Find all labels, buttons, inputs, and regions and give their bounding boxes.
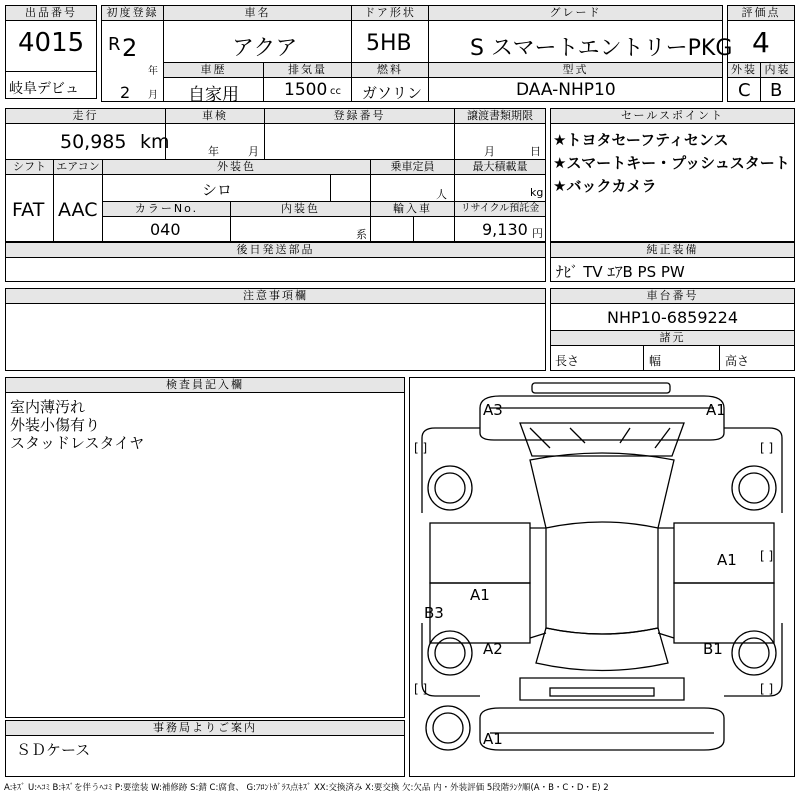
lot-number: 4015	[18, 28, 85, 58]
bracket-5: [ ]	[760, 682, 774, 696]
selling-point-2: ★スマートキー・プッシュスタート	[553, 154, 790, 172]
equipment-label: 純正装備	[551, 243, 794, 258]
int-color-label: 内装色	[231, 202, 371, 217]
dims-label: 諸元	[551, 330, 794, 346]
transfer-label: 譲渡書類期限	[455, 109, 545, 124]
interior-grade-label: 内装	[761, 62, 794, 78]
mark-right-door: A1	[717, 551, 737, 569]
displacement-label: 排気量	[264, 62, 352, 78]
load-unit: kg	[530, 186, 544, 199]
inspection-month-unit: 月	[248, 145, 259, 158]
office-label: 事務局よりご案内	[6, 721, 404, 736]
color-no-label: カラーNo.	[103, 202, 231, 217]
mark-rear: A1	[483, 730, 503, 748]
import-label: 輸入車	[371, 202, 455, 217]
transfer-month-unit: 月	[484, 145, 495, 158]
displacement-unit: cc	[330, 86, 341, 97]
recycle-unit: 円	[532, 227, 543, 240]
inspection-label: 車検	[166, 109, 265, 124]
inspector-line-1: 室内薄汚れ	[10, 398, 86, 416]
displacement: 1500	[284, 80, 328, 100]
inspector-cell	[5, 377, 405, 718]
mileage-label: 走行	[6, 109, 166, 124]
int-color-unit: 系	[356, 228, 367, 241]
header-grid	[101, 5, 733, 105]
vehicle-info-grid	[5, 108, 546, 242]
office-value: ＳＤケース	[16, 741, 91, 759]
inspector-line-3: スタッドレスタイヤ	[10, 434, 145, 452]
capacity-unit: 人	[436, 188, 447, 201]
car-name-label: 車名	[164, 6, 352, 21]
month-unit: 月	[148, 90, 158, 101]
door-label: ドア形状	[352, 6, 429, 21]
exterior-grade-label: 外装	[728, 62, 761, 78]
lot-cell	[5, 5, 97, 99]
inspector-label: 検査員記入欄	[6, 378, 404, 393]
bracket-2: [ ]	[760, 441, 774, 455]
legend-text: A:ｷｽﾞ U:ﾍｺﾐ B:ｷｽﾞを伴うﾍｺﾐ P:要塗装 W:補修跡 S:錆 C:腐食、 G:ﾌﾛﾝﾄｶﾞﾗｽ点ｷｽﾞ XX:交換済み X:要交換 欠:欠品 内・外装評価 5段階ﾗﾝｸ順(A・B・C・D・E) 2	[4, 783, 609, 793]
mileage-unit: km	[140, 131, 170, 153]
first-reg-year: 2	[122, 34, 138, 62]
door-type: 5HB	[366, 31, 412, 56]
history-label: 車歴	[164, 62, 264, 78]
mark-right-rear: B1	[703, 640, 723, 658]
model: DAA-NHP10	[516, 80, 616, 100]
recycle: 9,130	[482, 220, 528, 239]
color-no: 040	[150, 220, 181, 239]
width-label: 幅	[649, 354, 662, 368]
lot-label: 出品番号	[6, 6, 96, 21]
mileage: 50,985	[60, 131, 127, 153]
later-parts-label: 後日発送部品	[6, 243, 545, 258]
later-parts-cell	[5, 242, 546, 282]
ac: AAC	[58, 199, 98, 221]
shift: FAT	[12, 199, 45, 221]
ext-color: シロ	[202, 181, 233, 199]
equipment-value: ﾅﾋﾞ TV ｴｱB PS PW	[556, 263, 685, 281]
bracket-3: [ ]	[760, 549, 774, 563]
mark-left-side: B3	[424, 604, 444, 622]
transfer-day-unit: 日	[530, 145, 541, 158]
fuel: ガソリン	[362, 84, 423, 102]
ac-label: エアコン	[54, 160, 103, 175]
mark-front-left: A3	[483, 401, 503, 419]
recycle-label: リサイクル預託金	[455, 202, 545, 217]
fuel-label: 燃料	[352, 62, 429, 78]
interior-grade: B	[770, 80, 783, 101]
history: 自家用	[188, 85, 239, 105]
first-reg-label: 初度登録	[102, 6, 164, 21]
inspection-year-unit: 年	[208, 145, 219, 158]
length-label: 長さ	[555, 354, 580, 368]
notes-cell	[5, 288, 546, 371]
bracket-1: [ ]	[414, 441, 428, 455]
reg-no-label: 登録番号	[265, 109, 455, 124]
exterior-grade: C	[738, 80, 751, 101]
score-cell	[727, 5, 795, 102]
selling-point-1: ★トヨタセーフティセンス	[553, 131, 729, 149]
car-diagram	[409, 377, 795, 777]
bracket-4: [ ]	[414, 682, 428, 696]
score: 4	[752, 26, 770, 59]
selling-point-3: ★バックカメラ	[553, 177, 657, 195]
selling-points-label: セールスポイント	[551, 109, 794, 124]
car-name: アクア	[232, 36, 298, 61]
car-outline-diagram	[410, 378, 794, 776]
mark-left-door: A1	[470, 586, 490, 604]
capacity-label: 乗車定員	[371, 160, 455, 175]
grade: S スマートエントリーPKG	[470, 36, 733, 61]
office-cell	[5, 720, 405, 777]
notes-label: 注意事項欄	[6, 289, 545, 304]
chassis-label: 車台番号	[551, 289, 794, 304]
selling-points	[550, 108, 795, 242]
load-label: 最大積載量	[455, 160, 545, 175]
model-label: 型式	[429, 62, 722, 78]
height-label: 高さ	[725, 354, 750, 368]
chassis-cell	[550, 288, 795, 371]
chassis-number: NHP10-6859224	[607, 308, 739, 327]
mark-front-right: A1	[706, 401, 726, 419]
year-unit: 年	[148, 66, 158, 77]
inspector-line-2: 外装小傷有り	[10, 416, 101, 434]
mark-left-rear: A2	[483, 640, 503, 658]
auction-site: 岐阜デビュ	[9, 81, 79, 97]
grade-label: グレード	[429, 6, 722, 21]
equipment	[550, 242, 795, 282]
score-label: 評価点	[728, 6, 794, 21]
era: R	[108, 34, 121, 55]
shift-label: シフト	[6, 160, 54, 175]
ext-color-label: 外装色	[103, 160, 371, 175]
first-reg-month: 2	[120, 83, 131, 102]
